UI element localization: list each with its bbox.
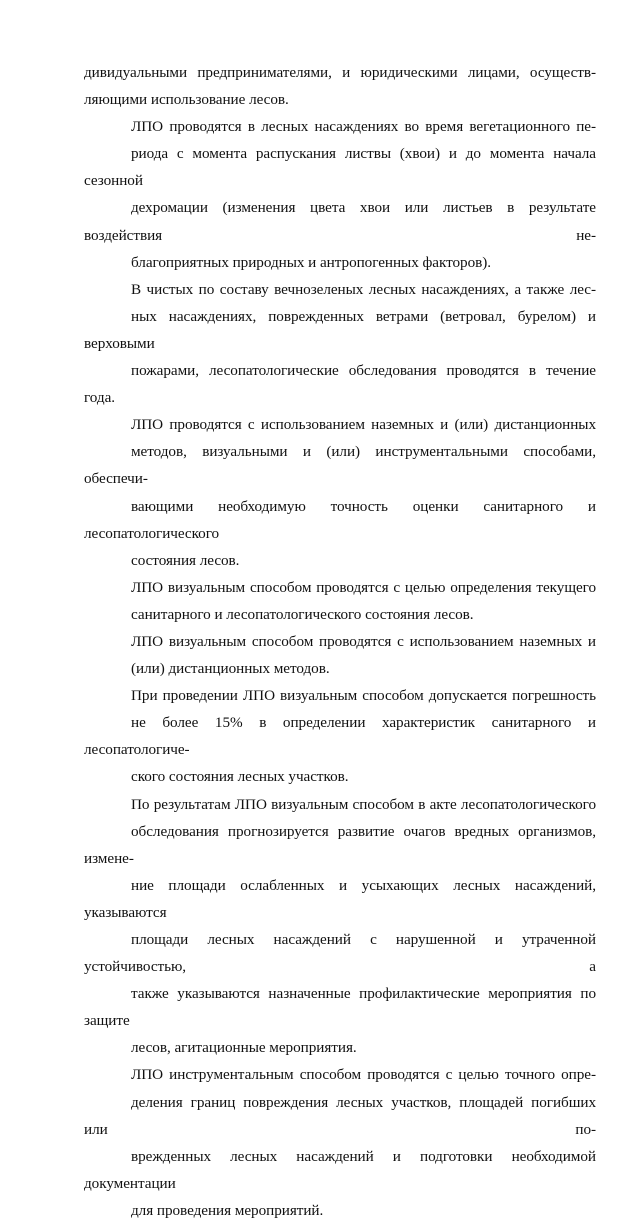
text-line: не более 15% в определении характеристик санитарного и лесопатологиче-	[84, 714, 596, 759]
paragraph	[84, 628, 596, 682]
text-line: состояния лесов.	[131, 551, 240, 569]
text-line: ных насаждениях, поврежденных ветрами (ветровал, бурелом) и верховыми	[84, 307, 596, 352]
text-line: По результатам ЛПО визуальным способом в акте лесопатологического	[131, 795, 596, 813]
text-line: В чистых по составу вечнозеленых лесных насаждениях, а также лес-	[131, 280, 596, 298]
paragraph	[84, 1061, 596, 1224]
paragraph	[84, 276, 596, 411]
paragraph	[84, 682, 596, 790]
text-line: дивидуальными предпринимателями, и юридическими лицами, осуществ-	[84, 64, 596, 81]
text-line: методов, визуальными и (или) инструментальными способами, обеспечи-	[84, 443, 596, 488]
text-line: также указываются назначенные профилактические мероприятия по защите	[84, 985, 596, 1030]
paragraph	[84, 791, 596, 1062]
paragraph	[84, 59, 596, 113]
text-line: врежденных лесных насаждений и подготовки необходимой документации	[84, 1147, 596, 1192]
text-line: дехромации (изменения цвета хвои или листьев в результате воздействия не-	[84, 199, 596, 244]
paragraph	[84, 113, 596, 276]
document-body	[84, 59, 596, 1224]
paragraph	[84, 411, 596, 574]
text-line: площади лесных насаждений с нарушенной и утраченной устойчивостью, а	[84, 931, 596, 976]
text-line: ляющими использование лесов.	[84, 91, 289, 109]
text-line: ЛПО визуальным способом проводятся с использованием наземных и	[131, 632, 596, 650]
text-line: ского состояния лесных участков.	[131, 768, 349, 786]
text-line: ЛПО визуальным способом проводятся с целью определения текущего	[131, 578, 596, 596]
text-line: для проведения мероприятий.	[131, 1201, 324, 1219]
text-line: ЛПО проводятся в лесных насаждениях во время вегетационного пе-	[131, 118, 596, 136]
text-line: (или) дистанционных методов.	[131, 660, 330, 678]
text-line: вающими необходимую точность оценки санитарного и лесопатологического	[84, 497, 596, 542]
text-line: обследования прогнозируется развитие очагов вредных организмов, измене-	[84, 822, 596, 867]
text-line: ЛПО инструментальным способом проводятся с целью точного опре-	[131, 1066, 596, 1084]
text-line: При проведении ЛПО визуальным способом допускается погрешность	[131, 687, 596, 705]
text-line: лесов, агитационные мероприятия.	[131, 1039, 357, 1057]
text-line: риода с момента распускания листвы (хвои) и до момента начала сезонной	[84, 145, 596, 190]
text-line: ЛПО проводятся с использованием наземных и (или) дистанционных	[131, 416, 596, 434]
text-line: ние площади ослабленных и усыхающих лесных насаждений, указываются	[84, 876, 596, 921]
text-line: санитарного и лесопатологического состояния лесов.	[131, 605, 474, 623]
text-line: пожарами, лесопатологические обследования проводятся в течение года.	[84, 362, 596, 407]
text-line: деления границ повреждения лесных участков, площадей погибших или по-	[84, 1093, 596, 1138]
paragraph	[84, 574, 596, 628]
text-line: благоприятных природных и антропогенных факторов).	[131, 253, 492, 271]
